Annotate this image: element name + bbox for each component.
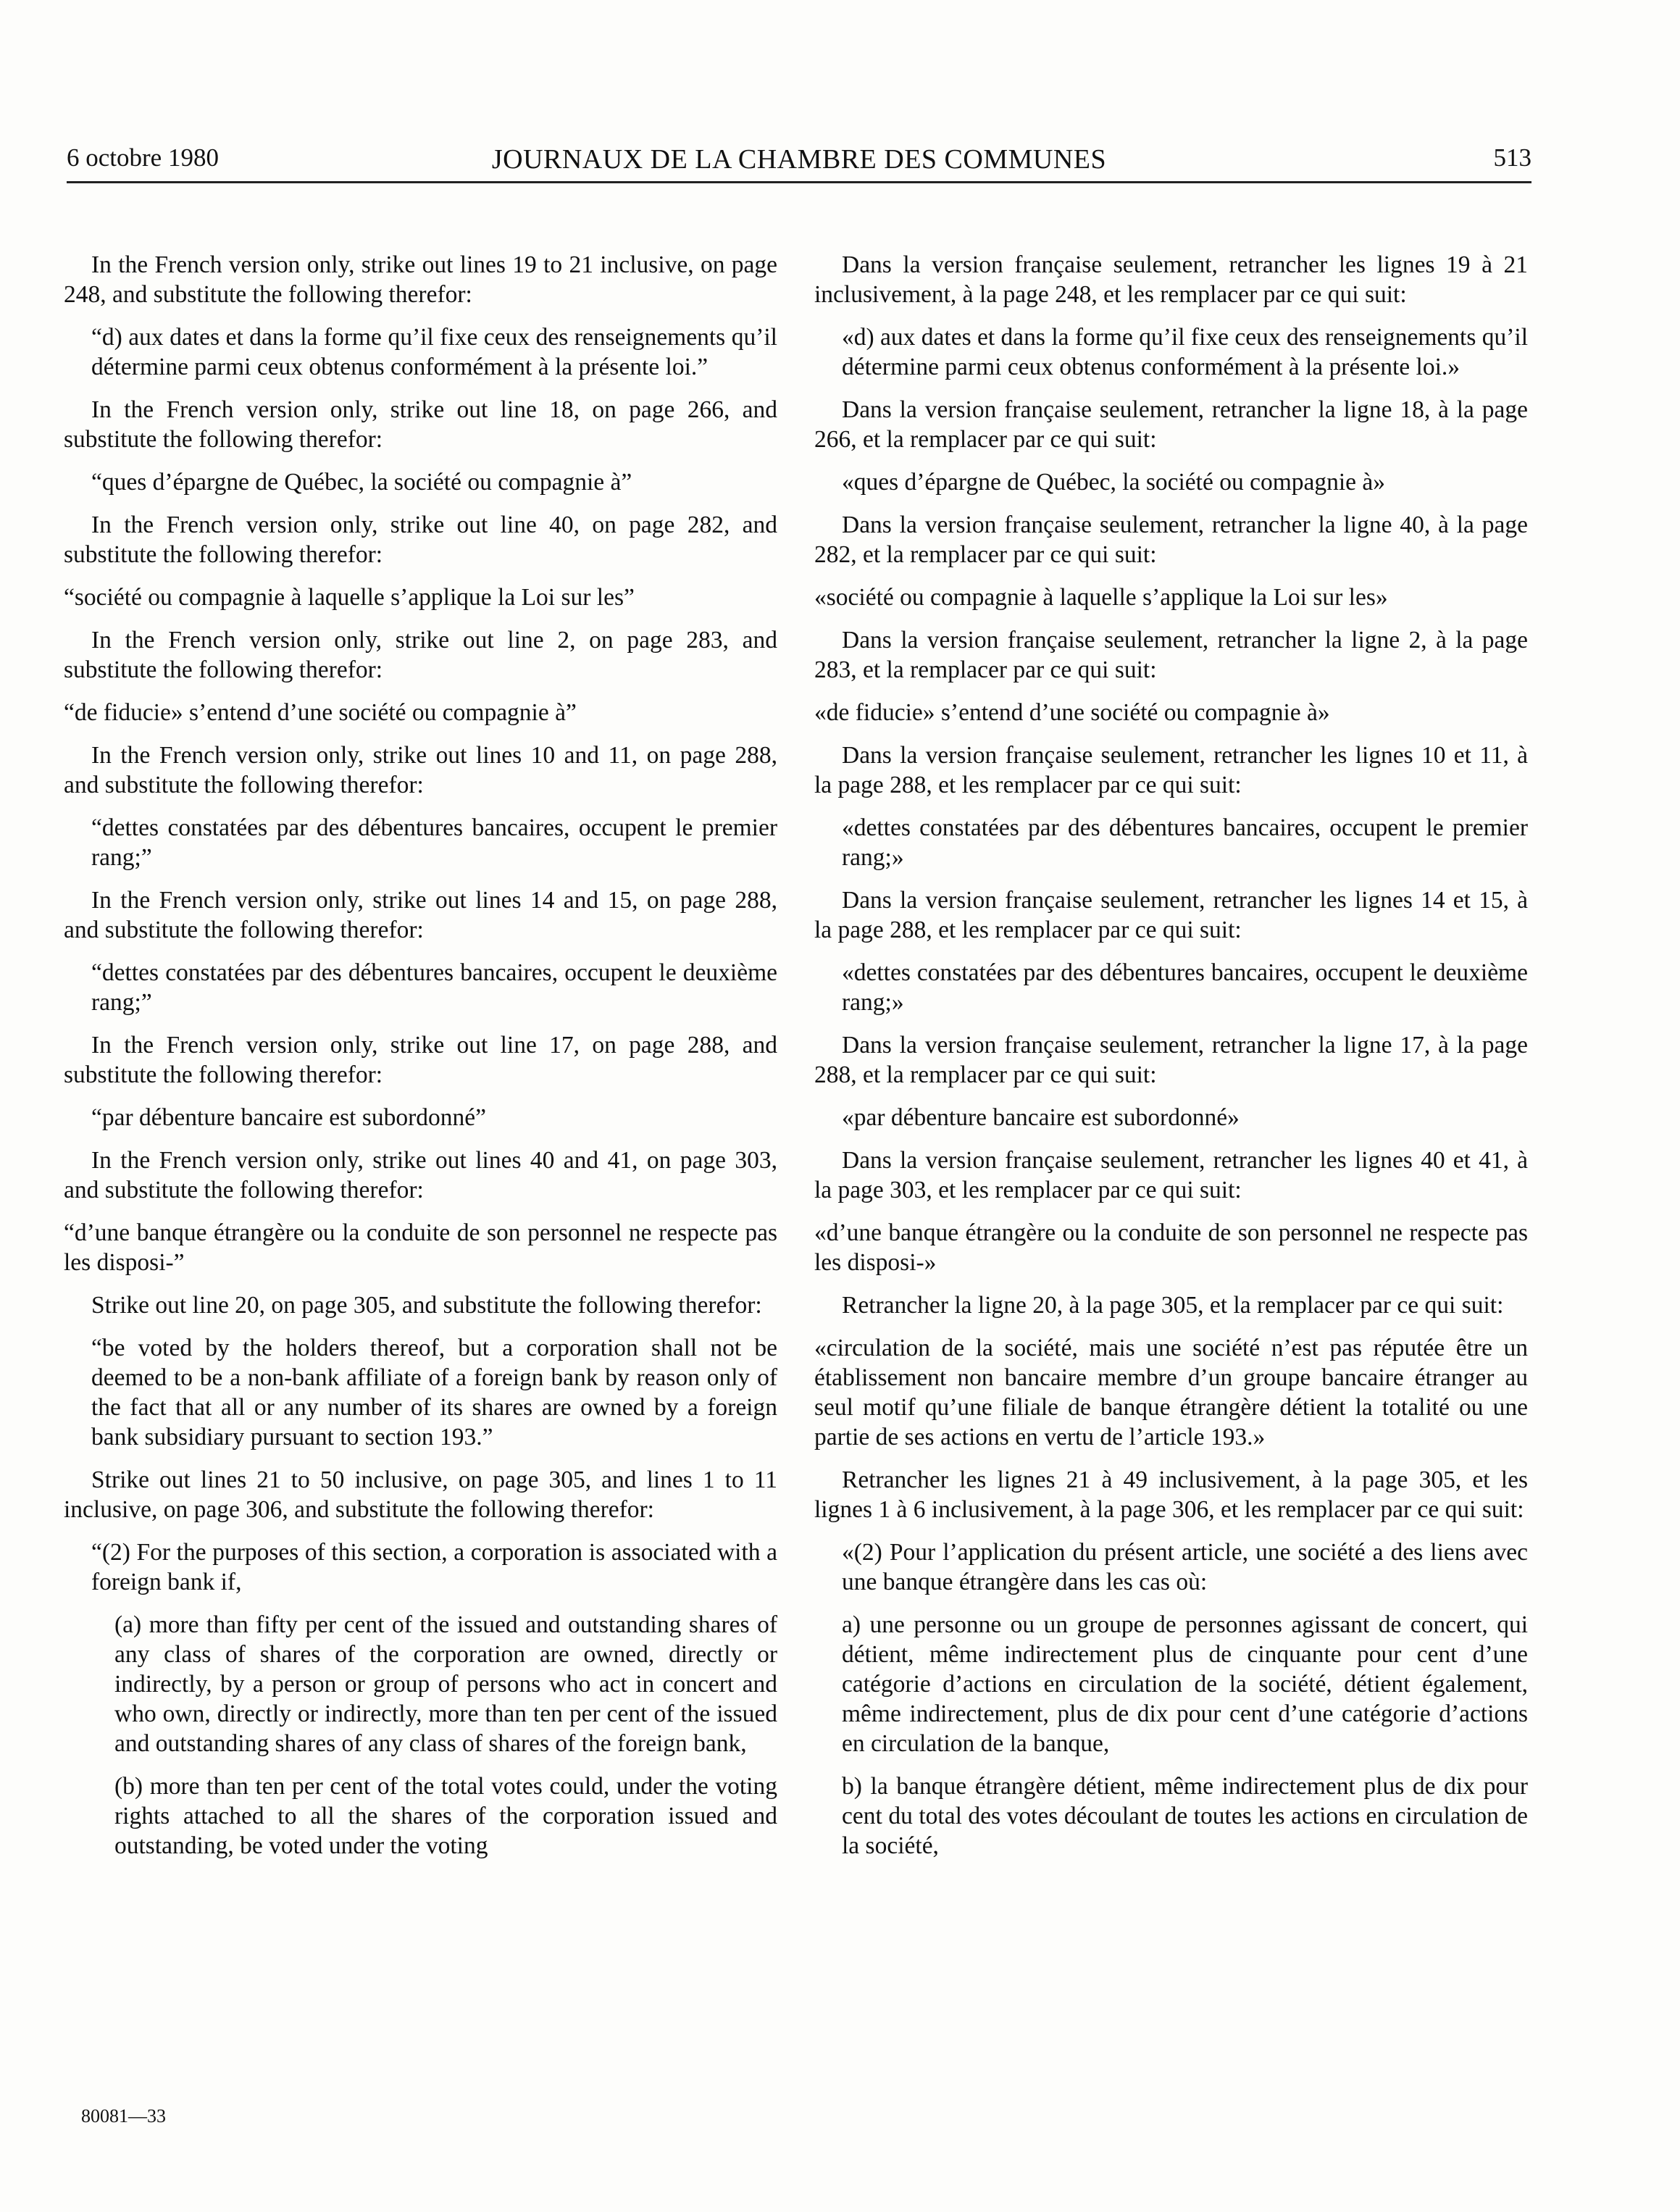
clause-item: a) une personne ou un groupe de personnes agissant de concert, qui détient, même indirectement plus de cinquante pour cent d’une catégorie d’actions en circulation de la société, détient également, même indirectement, plus de dix pour cent d’une catégorie d’actions en circulation de la banque, (842, 1611, 1528, 1757)
header-title: JOURNAUX DE LA CHAMBRE DES COMMUNES (491, 144, 1107, 175)
instruction-paragraph: Strike out line 20, on page 305, and substitute the following therefor: (91, 1292, 762, 1319)
instruction-paragraph: Dans la version française seulement, retrancher la ligne 18, à la page 266, et la remplacer par ce qui suit: (814, 396, 1528, 453)
quoted-amendment: “dettes constatées par des débentures bancaires, occupent le premier rang;” (91, 814, 777, 871)
quoted-amendment: “(2) For the purposes of this section, a corporation is associated with a foreign bank if, (91, 1539, 777, 1595)
instruction-paragraph: Strike out lines 21 to 50 inclusive, on page 305, and lines 1 to 11 inclusive, on page 306, and substitute the following therefor: (64, 1466, 777, 1523)
instruction-paragraph: Dans la version française seulement, retrancher les lignes 10 et 11, à la page 288, et les remplacer par ce qui suit: (814, 742, 1528, 798)
quoted-amendment: “d) aux dates et dans la forme qu’il fixe ceux des renseignements qu’il détermine parmi ceux obtenus conformément à la présente loi.” (91, 324, 777, 380)
instruction-paragraph: In the French version only, strike out lines 19 to 21 inclusive, on page 248, and substitute the following therefor: (64, 251, 777, 308)
quoted-amendment: «société ou compagnie à laquelle s’applique la Loi sur les» (814, 584, 1388, 611)
instruction-paragraph: Retrancher la ligne 20, à la page 305, et la remplacer par ce qui suit: (842, 1292, 1504, 1319)
page-number: 513 (1493, 143, 1531, 172)
instruction-paragraph: Dans la version française seulement, retrancher la ligne 17, à la page 288, et la remplacer par ce qui suit: (814, 1032, 1528, 1088)
quoted-amendment: «dettes constatées par des débentures bancaires, occupent le deuxième rang;» (842, 959, 1528, 1016)
quoted-amendment: “be voted by the holders thereof, but a corporation shall not be deemed to be a non-bank affiliate of a foreign bank by reason only of the fact that all or any number of its shares are owned by a foreign bank subsidiary pursuant to section 193.” (91, 1335, 777, 1451)
instruction-paragraph: In the French version only, strike out line 17, on page 288, and substitute the following therefor: (64, 1032, 777, 1088)
quoted-amendment: «de fiducie» s’entend d’une société ou compagnie à» (814, 699, 1330, 726)
instruction-paragraph: Dans la version française seulement, retrancher les lignes 14 et 15, à la page 288, et les remplacer par ce qui suit: (814, 887, 1528, 943)
quoted-amendment: «ques d’épargne de Québec, la société ou compagnie à» (842, 469, 1386, 496)
quoted-amendment: “par débenture bancaire est subordonné” (91, 1104, 487, 1131)
quoted-amendment: “société ou compagnie à laquelle s’applique la Loi sur les” (64, 584, 635, 611)
instruction-paragraph: In the French version only, strike out lines 40 and 41, on page 303, and substitute the following therefor: (64, 1147, 777, 1203)
instruction-paragraph: Retrancher les lignes 21 à 49 inclusivement, à la page 305, et les lignes 1 à 6 inclusivement, à la page 306, et les remplacer par ce qui suit: (814, 1466, 1528, 1523)
quoted-amendment: «d’une banque étrangère ou la conduite de son personnel ne respecte pas les disposi-» (814, 1219, 1528, 1276)
header-date: 6 octobre 1980 (67, 143, 219, 172)
instruction-paragraph: Dans la version française seulement, retrancher la ligne 40, à la page 282, et la remplacer par ce qui suit: (814, 512, 1528, 568)
quoted-amendment: “ques d’épargne de Québec, la société ou compagnie à” (91, 469, 632, 496)
english-column (64, 250, 777, 1874)
quoted-amendment: «(2) Pour l’application du présent article, une société a des liens avec une banque étrangère dans les cas où: (842, 1539, 1528, 1595)
quoted-amendment: «d) aux dates et dans la forme qu’il fixe ceux des renseignements qu’il détermine parmi ceux obtenus conformément à la présente loi.» (842, 324, 1528, 380)
instruction-paragraph: Dans la version française seulement, retrancher les lignes 19 à 21 inclusivement, à la page 248, et les remplacer par ce qui suit: (814, 251, 1528, 308)
clause-item: (b) more than ten per cent of the total votes could, under the voting rights attached to all the shares of the corporation issued and outstanding, be voted under the voting (114, 1773, 777, 1859)
instruction-paragraph: In the French version only, strike out lines 10 and 11, on page 288, and substitute the following therefor: (64, 742, 777, 798)
instruction-paragraph: Dans la version française seulement, retrancher les lignes 40 et 41, à la page 303, et les remplacer par ce qui suit: (814, 1147, 1528, 1203)
quoted-amendment: “de fiducie» s’entend d’une société ou compagnie à” (64, 699, 577, 726)
instruction-paragraph: In the French version only, strike out line 2, on page 283, and substitute the following therefor: (64, 627, 777, 683)
quoted-amendment: «dettes constatées par des débentures bancaires, occupent le premier rang;» (842, 814, 1528, 871)
quoted-amendment: “dettes constatées par des débentures bancaires, occupent le deuxième rang;” (91, 959, 777, 1016)
french-column (814, 250, 1528, 1874)
instruction-paragraph: In the French version only, strike out line 40, on page 282, and substitute the following therefor: (64, 512, 777, 568)
clause-item: b) la banque étrangère détient, même indirectement plus de dix pour cent du total des votes découlant de toutes les actions en circulation de la société, (842, 1773, 1528, 1859)
quoted-amendment: «par débenture bancaire est subordonné» (842, 1104, 1240, 1131)
clause-item: (a) more than fifty per cent of the issued and outstanding shares of any class of shares of the corporation are owned, directly or indirectly, by a person or group of persons who act in concert and who own, directly or indirectly, more than ten per cent of the issued and outstanding shares of any class of shares of the foreign bank, (114, 1611, 777, 1757)
footer-code: 80081—33 (81, 2105, 166, 2127)
instruction-paragraph: In the French version only, strike out line 18, on page 266, and substitute the following therefor: (64, 396, 777, 453)
quoted-amendment: «circulation de la société, mais une société n’est pas réputée être un établissement non bancaire membre d’un groupe bancaire étranger au seul motif qu’une filiale de banque étrangère détient la totalité ou une partie de ses actions en vertu de l’article 193.» (814, 1335, 1528, 1451)
page-header (67, 143, 1531, 183)
instruction-paragraph: In the French version only, strike out lines 14 and 15, on page 288, and substitute the following therefor: (64, 887, 777, 943)
quoted-amendment: “d’une banque étrangère ou la conduite de son personnel ne respecte pas les disposi-” (64, 1219, 777, 1276)
instruction-paragraph: Dans la version française seulement, retrancher la ligne 2, à la page 283, et la remplacer par ce qui suit: (814, 627, 1528, 683)
